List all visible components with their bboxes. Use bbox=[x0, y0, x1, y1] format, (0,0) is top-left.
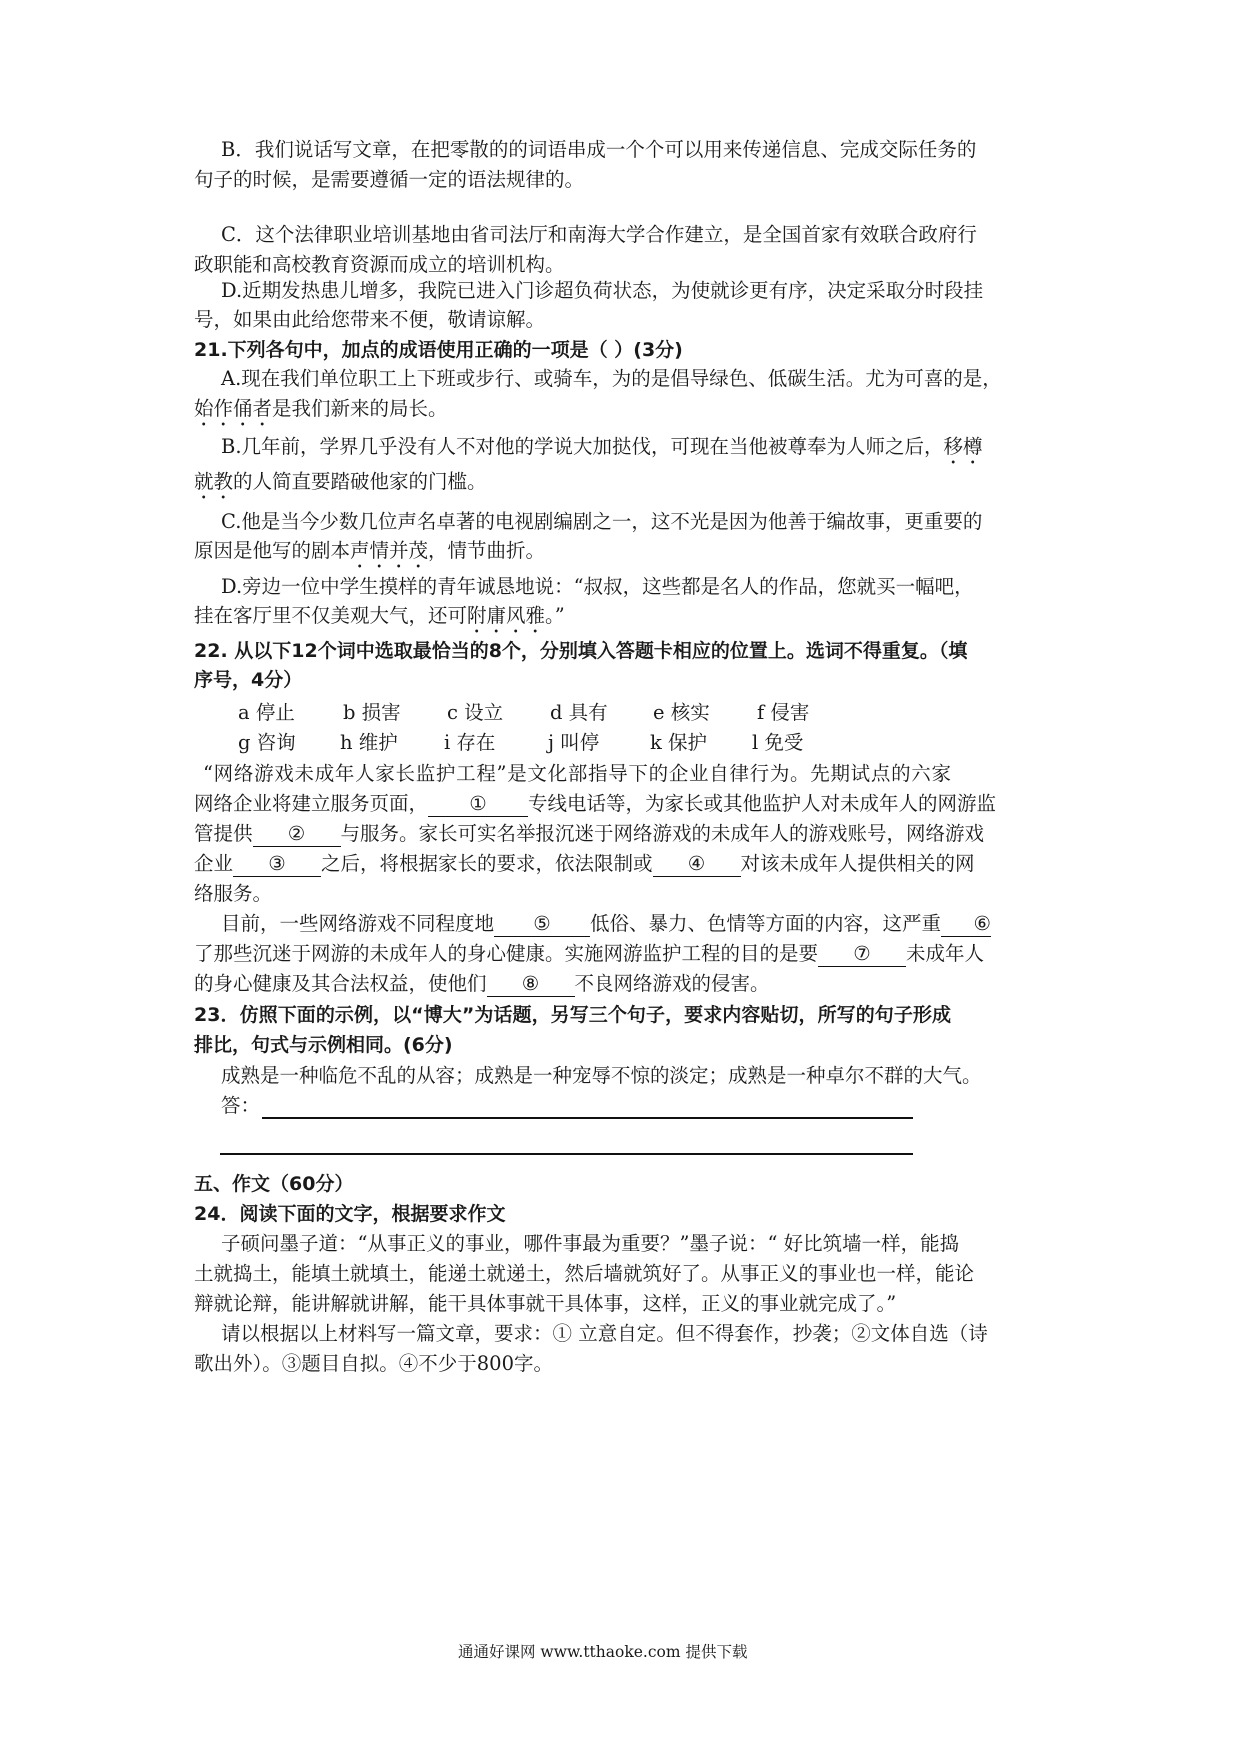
passage-text: 的身心健康及其合法权益，使他们 bbox=[194, 972, 487, 995]
q21-d-rest: 。” bbox=[545, 604, 565, 627]
q23-stem-line1: 23．仿照下面的示例，以“博大”为话题，另写三个句子，要求内容贴切，所写的句子形成 bbox=[194, 1004, 951, 1026]
q22-passage1-line1: “网络游戏未成年人家长监护工程”是文化部指导下的企业自律行为。先期试点的六家 bbox=[203, 762, 951, 785]
q22-passage1-line2 bbox=[194, 790, 996, 818]
q20-option-b-line2: 句子的时候，是需要遵循一定的语法规律的。 bbox=[194, 168, 585, 191]
passage-text: 企业 bbox=[194, 852, 234, 875]
answer-line-2[interactable] bbox=[220, 1153, 913, 1155]
word-option: a 停止 bbox=[238, 701, 295, 724]
word-option: l 免受 bbox=[752, 731, 804, 754]
idiom-fuyongfengya: 附庸风雅 bbox=[467, 604, 546, 627]
passage-text: 不良网络游戏的侵害。 bbox=[574, 972, 770, 995]
q21-b-main: B.几年前，学界几乎没有人不对他的学说大加挞伐，可现在当他被尊奉为人师之后， bbox=[221, 435, 944, 458]
q20-option-d-line1: D.近期发热患儿增多，我院已进入门诊超负荷状态，为使就诊更有序，决定采取分时段挂 bbox=[221, 279, 984, 302]
q21-stem: 21.下列各句中，加点的成语使用正确的一项是（ ）(3分) bbox=[194, 339, 683, 361]
material-line1: 子硕问墨子道：“从事正义的事业，哪件事最为重要？”墨子说：“ 好比筑墙一样，能捣 bbox=[221, 1232, 960, 1255]
fill-blank-1[interactable]: ① bbox=[428, 792, 528, 817]
q21-option-a-line2 bbox=[194, 395, 448, 431]
fill-blank-3[interactable]: ③ bbox=[233, 852, 321, 877]
passage-text: 专线电话等，为家长或其他监护人对未成年人的网游监 bbox=[528, 792, 997, 815]
q20-option-c-line2: 政职能和高校教育资源而成立的培训机构。 bbox=[194, 253, 565, 276]
passage-text: 低俗、暴力、色情等方面的内容，这严重 bbox=[590, 912, 942, 935]
q21-c-pre: 原因是他写的剧本 bbox=[194, 539, 351, 562]
word-option: k 保护 bbox=[650, 731, 708, 754]
idiom-yizunjiujiao-part2: 就教 bbox=[194, 470, 234, 493]
fill-blank-5[interactable]: ⑤ bbox=[494, 912, 590, 937]
q22-passage2-line2 bbox=[194, 940, 984, 968]
q24-title: 24．阅读下面的文字，根据要求作文 bbox=[194, 1203, 506, 1225]
q21-option-b-line1 bbox=[221, 433, 983, 469]
page-footer: 通通好课网 www.tthaoke.com 提供下载 bbox=[458, 1643, 748, 1661]
fill-blank-4[interactable]: ④ bbox=[653, 852, 741, 877]
q22-stem-line2: 序号，4分） bbox=[194, 669, 303, 691]
passage-text: 了那些沉迷于网游的未成年人的身心健康。实施网游监护工程的目的是要 bbox=[194, 942, 819, 965]
requirement-line1: 请以根据以上材料写一篇文章，要求：① 立意自定。但不得套作，抄袭；②文体自选（诗 bbox=[221, 1322, 988, 1345]
fill-blank-2[interactable]: ② bbox=[253, 822, 341, 847]
passage-text: 管提供 bbox=[194, 822, 253, 845]
q20-option-d-line2: 号，如果由此给您带来不便，敬请谅解。 bbox=[194, 308, 546, 331]
q22-stem-line1: 22. 从以下12个词中选取最恰当的8个，分别填入答题卡相应的位置上。选词不得重复。（填 bbox=[194, 640, 968, 662]
material-line3: 辩就论辩，能讲解就讲解，能干具体事就干具体事，这样，正义的事业就完成了。” bbox=[194, 1292, 897, 1315]
q22-passage2-line1 bbox=[221, 910, 991, 938]
idiom-yizunjiujiao-part1: 移樽 bbox=[943, 435, 983, 458]
q21-option-d-line1: D.旁边一位中学生摸样的青年诚恳地说：“叔叔，这些都是名人的作品，您就买一幅吧， bbox=[221, 575, 974, 598]
word-option: b 损害 bbox=[343, 701, 401, 724]
word-option: f 侵害 bbox=[757, 701, 810, 724]
material-line2: 土就捣土，能填土就填土，能递土就递土，然后墙就筑好了。从事正义的事业也一样，能论 bbox=[194, 1262, 975, 1285]
passage-text: 目前，一些网络游戏不同程度地 bbox=[221, 912, 495, 935]
q21-d-pre: 挂在客厅里不仅美观大气，还可 bbox=[194, 604, 468, 627]
q22-passage2-line3 bbox=[194, 970, 770, 998]
q21-b-rest: 的人简直要踏破他家的门槛。 bbox=[233, 470, 487, 493]
passage-text: 与服务。家长可实名举报沉迷于网络游戏的未成年人的游戏账号，网络游戏 bbox=[340, 822, 985, 845]
word-option: g 咨询 bbox=[238, 731, 296, 754]
q21-option-c-line2 bbox=[194, 537, 545, 573]
q21-a-rest: 是我们新来的局长。 bbox=[272, 397, 448, 420]
word-option: h 维护 bbox=[340, 731, 398, 754]
passage-text: 对该未成年人提供相关的网 bbox=[740, 852, 975, 875]
passage-text: 网络企业将建立服务页面， bbox=[194, 792, 429, 815]
word-option: i 存在 bbox=[444, 731, 496, 754]
word-option: c 设立 bbox=[447, 701, 504, 724]
q22-passage1-line3 bbox=[194, 820, 984, 848]
passage-text: 未成年人 bbox=[906, 942, 985, 965]
passage-text: 之后，将根据家长的要求，依法限制或 bbox=[321, 852, 653, 875]
q23-stem-line2: 排比，句式与示例相同。(6分) bbox=[194, 1034, 453, 1056]
q23-answer-label: 答： bbox=[221, 1094, 261, 1117]
q21-option-c-line1: C.他是当今少数几位声名卓著的电视剧编剧之一，这不光是因为他善于编故事，更重要的 bbox=[221, 510, 983, 533]
word-option: d 具有 bbox=[550, 701, 608, 724]
idiom-shizuoyongzhe: 始作俑者 bbox=[194, 397, 273, 420]
word-option: e 核实 bbox=[653, 701, 710, 724]
q21-option-b-line2 bbox=[194, 468, 487, 504]
word-option: j 叫停 bbox=[548, 731, 600, 754]
requirement-line2: 歌出外）。③题目自拟。④不少于800字。 bbox=[194, 1352, 553, 1375]
answer-line-1[interactable] bbox=[262, 1117, 913, 1119]
q22-passage1-line5: 络服务。 bbox=[194, 882, 273, 905]
q23-example: 成熟是一种临危不乱的从容；成熟是一种宠辱不惊的淡定；成熟是一种卓尔不群的大气。 bbox=[221, 1064, 982, 1087]
q20-option-b-line1: B．我们说话写文章，在把零散的的词语串成一个个可以用来传递信息、完成交际任务的 bbox=[221, 138, 977, 161]
section5-title: 五、作文（60分） bbox=[194, 1173, 354, 1195]
q21-option-a-line1: A.现在我们单位职工上下班或步行、或骑车，为的是倡导绿色、低碳生活。尤为可喜的是， bbox=[221, 367, 1002, 390]
fill-blank-7[interactable]: ⑦ bbox=[818, 942, 906, 967]
q22-passage1-line4 bbox=[194, 850, 975, 878]
q20-option-c-line1: C．这个法律职业培训基地由省司法厅和南海大学合作建立，是全国首家有效联合政府行 bbox=[221, 223, 977, 246]
q21-option-d-line2 bbox=[194, 602, 565, 638]
fill-blank-8[interactable]: ⑧ bbox=[487, 972, 575, 997]
fill-blank-6[interactable]: ⑥ bbox=[941, 912, 991, 937]
q21-c-rest: ，情节曲折。 bbox=[428, 539, 546, 562]
idiom-shengqingbingmao: 声情并茂 bbox=[350, 539, 429, 562]
